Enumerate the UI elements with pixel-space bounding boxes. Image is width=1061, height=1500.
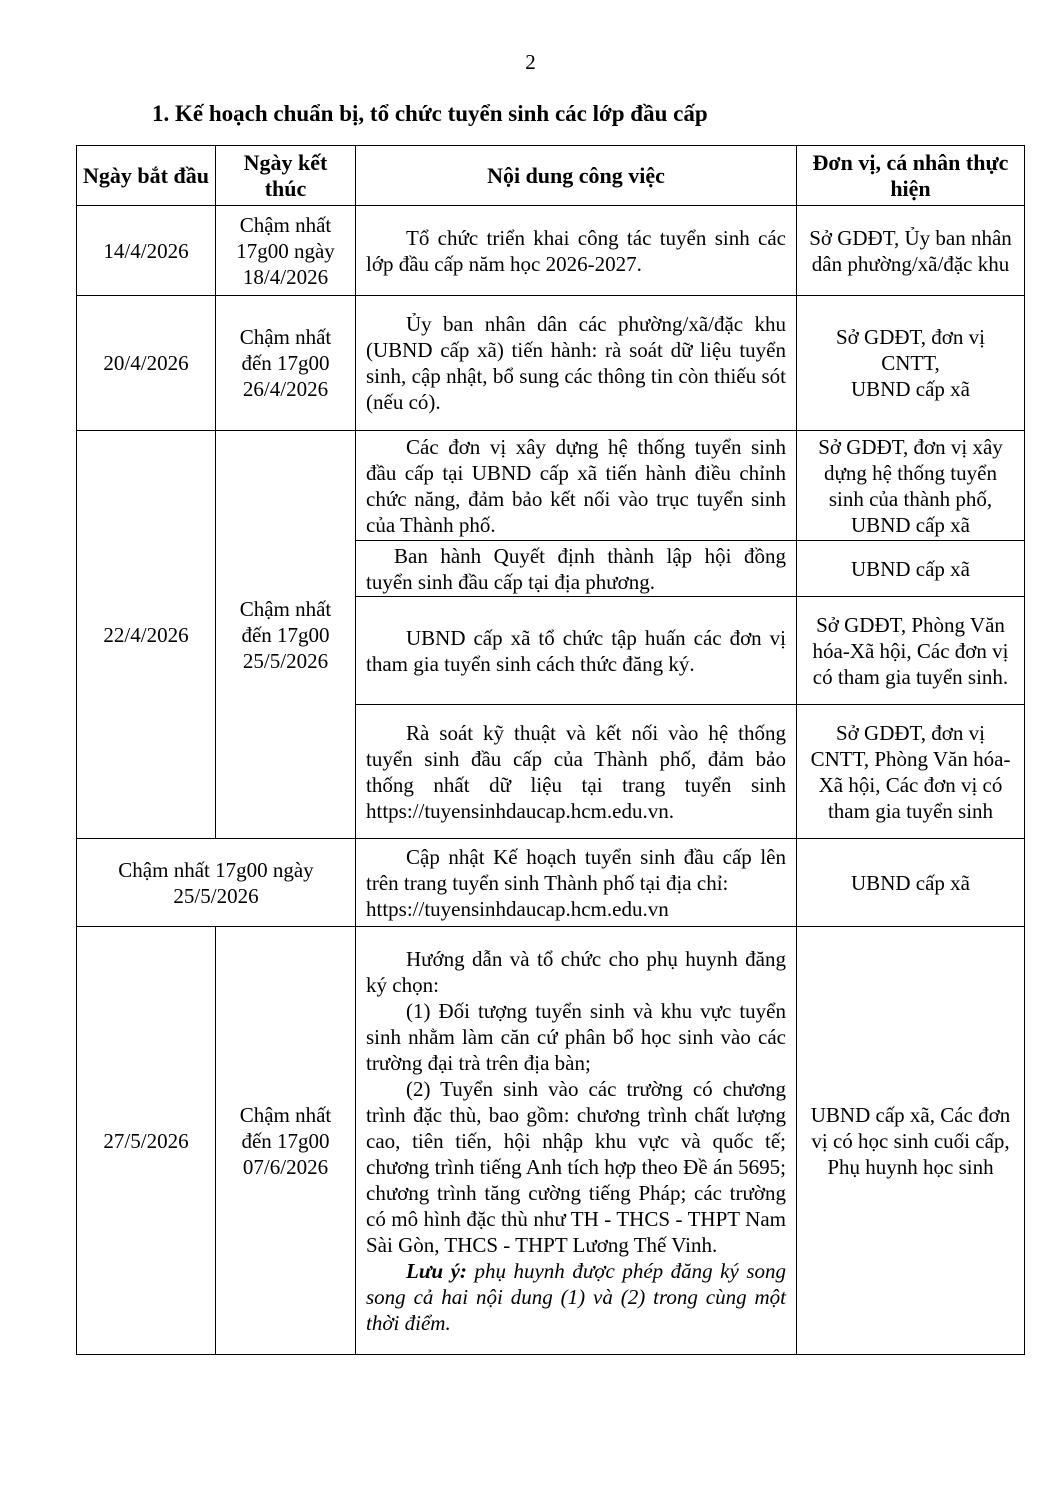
responsible-unit-cell xyxy=(797,927,1025,1355)
task-text: Các đơn vị xây dựng hệ thống tuyển sinh đầu cấp tại UBND cấp xã tiến hành điều chỉnh chức năng, đảm bảo kết nối vào trục tuyển sinh của Thành phố. xyxy=(366,434,786,537)
task-intro: Hướng dẫn và tổ chức cho phụ huynh đăng ký chọn: xyxy=(366,946,786,997)
start-date-cell: 27/5/2026 xyxy=(77,927,216,1355)
task-item-2: (2) Tuyển sinh vào các trường có chương trình đặc thù, bao gồm: chương trình chất lượng cao, tiên tiến, hội nhập khu vực và quốc tế; chương trình tiếng Anh tích hợp theo Đề án 5695; chương trình tăng cường tiếng Pháp; các trường có mô hình đặc thù như TH - THCS - THPT Nam Sài Gòn, THCS - THPT Lương Thế Vinh. xyxy=(366,1076,786,1257)
task-text: Rà soát kỹ thuật và kết nối vào hệ thống tuyển sinh đầu cấp của Thành phố, đảm bảo thống nhất dữ liệu tại trang tuyển sinh https://tuyensinhdaucap.hcm.edu.vn. xyxy=(366,720,786,823)
responsible-unit-cell: Sở GDĐT, Ủy ban nhân dân phường/xã/đặc khu xyxy=(797,206,1025,296)
task-content-cell xyxy=(356,927,797,1355)
table-row xyxy=(77,927,1025,1355)
task-content-cell xyxy=(356,705,797,839)
task-content-cell xyxy=(356,206,797,296)
table-row xyxy=(77,839,1025,927)
responsible-unit-cell: Sở GDĐT, đơn vị CNTT, Phòng Văn hóa-Xã hội, Các đơn vị có tham gia tuyển sinh xyxy=(797,705,1025,839)
note-label: Lưu ý: xyxy=(406,1258,467,1283)
task-content-cell xyxy=(356,296,797,431)
task-text: Ủy ban nhân dân các phường/xã/đặc khu (UBND cấp xã) tiến hành: rà soát dữ liệu tuyển sinh, cập nhật, bổ sung các thông tin còn thiếu sót (nếu có). xyxy=(366,312,786,414)
admission-plan-table xyxy=(76,145,1025,1355)
task-url: https://tuyensinhdaucap.hcm.edu.vn xyxy=(366,896,669,921)
start-date-cell: 20/4/2026 xyxy=(77,296,216,431)
page-number: 2 xyxy=(525,50,536,74)
table-header-row xyxy=(77,146,1025,206)
header-end-date: Ngày kết thúc xyxy=(216,146,356,206)
table-row xyxy=(77,296,1025,431)
responsible-unit-cell: Sở GDĐT, Phòng Văn hóa-Xã hội, Các đơn vị có tham gia tuyển sinh. xyxy=(797,597,1025,705)
unit-line: Phụ huynh học sinh xyxy=(827,1154,994,1179)
task-text: UBND cấp xã tổ chức tập huấn các đơn vị tham gia tuyển sinh cách thức đăng ký. xyxy=(366,625,786,676)
merged-date-cell: Chậm nhất 17g00 ngày 25/5/2026 xyxy=(77,839,356,927)
end-date-cell: Chậm nhất 17g00 ngày 18/4/2026 xyxy=(216,206,356,296)
task-text: Cập nhật Kế hoạch tuyển sinh đầu cấp lên trên trang tuyển sinh Thành phố tại địa chỉ: xyxy=(366,844,786,895)
task-note xyxy=(366,1258,786,1336)
header-responsible-unit: Đơn vị, cá nhân thực hiện xyxy=(797,146,1025,206)
section-title: 1. Kế hoạch chuẩn bị, tổ chức tuyển sinh các lớp đầu cấp xyxy=(152,101,708,126)
task-item-1: (1) Đối tượng tuyển sinh và khu vực tuyển sinh nhằm làm căn cứ phân bổ học sinh vào các trường đại trà trên địa bàn; xyxy=(366,998,786,1075)
responsible-unit-cell: UBND cấp xã xyxy=(797,839,1025,927)
unit-line: Sở GDĐT, đơn vị CNTT, xyxy=(836,325,985,375)
table-row xyxy=(77,206,1025,296)
header-start-date: Ngày bắt đầu xyxy=(77,146,216,206)
table-row xyxy=(77,431,1025,541)
unit-line: UBND cấp xã xyxy=(851,377,970,401)
task-text: Ban hành Quyết định thành lập hội đồng tuyển sinh đầu cấp tại địa phương. xyxy=(366,543,786,594)
start-date-cell: 14/4/2026 xyxy=(77,206,216,296)
unit-line: UBND cấp xã, Các đơn vị có học sinh cuối cấp, xyxy=(810,1102,1011,1153)
responsible-unit-cell: UBND cấp xã xyxy=(797,541,1025,597)
start-date-cell: 22/4/2026 xyxy=(77,431,216,839)
task-content-cell xyxy=(356,541,797,597)
responsible-unit-cell xyxy=(797,296,1025,431)
end-date-cell: Chậm nhất đến 17g00 26/4/2026 xyxy=(216,296,356,431)
task-content-cell xyxy=(356,597,797,705)
note-text: phụ huynh được phép đăng ký song song cả hai nội dung (1) và (2) trong cùng một thời điểm. xyxy=(366,1258,787,1335)
responsible-unit-cell: Sở GDĐT, đơn vị xây dựng hệ thống tuyển sinh của thành phố, UBND cấp xã xyxy=(797,431,1025,541)
task-content-cell xyxy=(356,839,797,927)
header-task-content: Nội dung công việc xyxy=(356,146,797,206)
task-text: Tổ chức triển khai công tác tuyển sinh các lớp đầu cấp năm học 2026-2027. xyxy=(366,225,786,276)
end-date-cell: Chậm nhất đến 17g00 25/5/2026 xyxy=(216,431,356,839)
end-date-cell: Chậm nhất đến 17g00 07/6/2026 xyxy=(216,927,356,1355)
task-content-cell xyxy=(356,431,797,541)
